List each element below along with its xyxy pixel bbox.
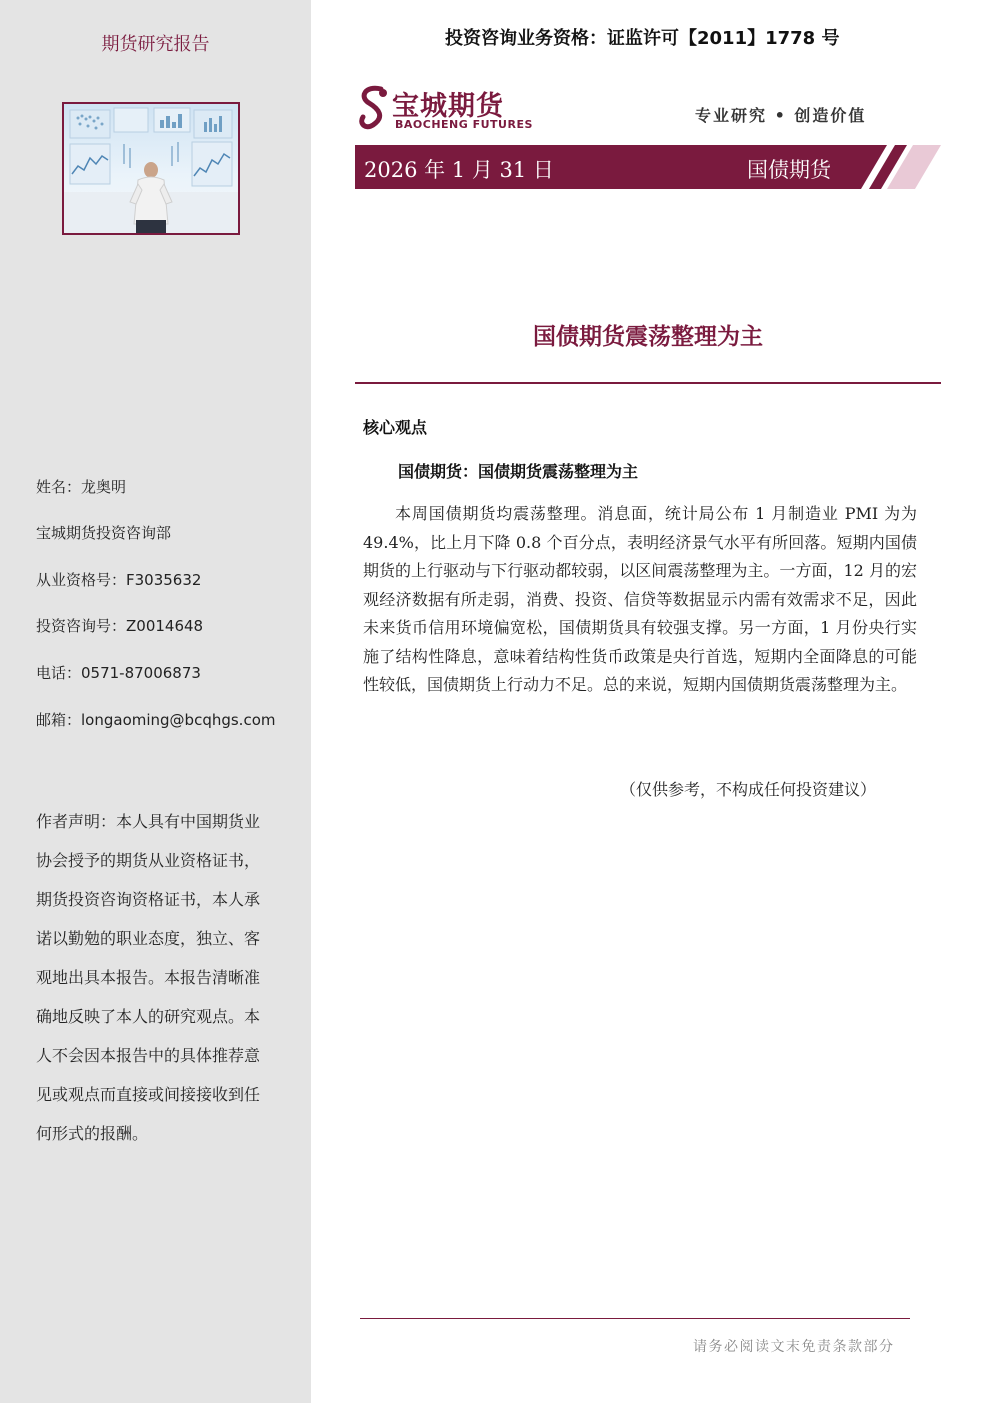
brand-logo-icon — [355, 83, 391, 131]
consult-number: 投资咨询号：Z0014648 — [36, 617, 204, 635]
core-view-heading: 核心观点 — [363, 418, 428, 437]
reference-note: （仅供参考，不构成任何投资建议） — [620, 780, 877, 799]
section-subheading: 国债期货：国债期货震荡整理为主 — [398, 462, 639, 481]
brand-slogan: 专业研究 • 创造价值 — [695, 106, 867, 125]
phone-number: 电话：0571-87006873 — [36, 664, 201, 682]
brand-name-en: BAOCHENG FUTURES — [395, 118, 533, 131]
license-line: 投资咨询业务资格：证监许可【2011】1778 号 — [445, 28, 840, 49]
report-type: 期货研究报告 — [101, 34, 210, 55]
report-body: 本周国债期货均震荡整理。消息面，统计局公布 1 月制造业 PMI 为为 49.4%，比上月下降 0.8 个百分点，表明经济景气水平有所回落。短期内国债期货的上行驱动与下行驱动都较弱，以区间震荡整理为主。一方面，12 月的宏观经济数据有所走弱，消费、投资、信贷等数据显示内需有效需求不足，因此未来货币信用环境偏宽松，国债期货具有较强支撑。另一方面，1 月份央行实施了结构性降息，意味着结构性货币政策是央行首选，短期内全面降息的可能性较低，国债期货上行动力不足。总的来说，短期内国债期货震荡整理为主。 — [363, 504, 917, 694]
author-statement: 作者声明：本人具有中国期货业协会授予的期货从业资格证书，期货投资咨询资格证书，本人承诺以勤勉的职业态度，独立、客观地出具本报告。本报告清晰准确地反映了本人的研究观点。本人不会因本报告中的具体推荐意见或观点而直接或间接接收到任何形式的报酬。 — [36, 812, 261, 1143]
report-category: 国债期货 — [747, 158, 831, 182]
brand-name-cn: 宝城期货 — [392, 91, 504, 122]
qualification-number: 从业资格号：F3035632 — [36, 571, 202, 589]
report-date: 2026 年 1 月 31 日 — [364, 158, 554, 182]
sidebar — [0, 0, 311, 1403]
email-address[interactable]: 邮箱：longaoming@bcqhgs.com — [36, 711, 276, 729]
author-name: 姓名：龙奥明 — [36, 478, 127, 496]
businessman-screens-illustration — [64, 104, 238, 233]
footer-divider — [360, 1318, 910, 1319]
title-divider — [355, 382, 941, 384]
footer-disclaimer: 请务必阅读文末免责条款部分 — [693, 1339, 895, 1355]
report-title: 国债期货震荡整理为主 — [533, 324, 763, 350]
author-department: 宝城期货投资咨询部 — [36, 524, 172, 542]
cover-image — [62, 102, 240, 235]
